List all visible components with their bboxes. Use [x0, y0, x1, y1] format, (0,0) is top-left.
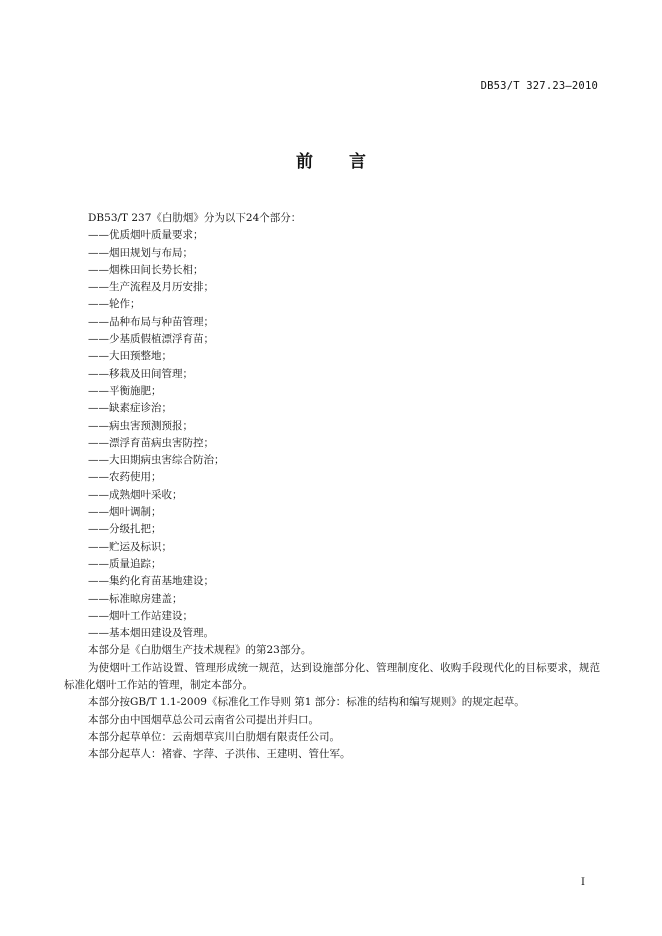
drafting-unit-paragraph: 本部分起草单位：云南烟草宾川白肋烟有限责任公司。 [88, 730, 340, 743]
list-item: ——生产流程及月历安排； [88, 281, 214, 294]
page-number: I [581, 877, 585, 888]
list-item: ——大田预整地； [88, 350, 172, 363]
list-item: ——缺素症诊治； [88, 402, 172, 415]
document-body [64, 210, 600, 764]
proposer-paragraph: 本部分由中国烟草总公司云南省公司提出并归口。 [88, 713, 319, 726]
list-item: ——烟田规划与布局； [88, 246, 193, 259]
list-item: ——大田期病虫害综合防治； [88, 454, 225, 467]
list-item: ——标准晾房建盖； [88, 592, 183, 605]
list-item: ——农药使用； [88, 471, 162, 484]
list-item: ——成熟烟叶采收； [88, 488, 183, 501]
document-code: DB53/T 327.23—2010 [480, 80, 598, 92]
list-item: ——平衡施肥； [88, 384, 162, 397]
list-item: ——基本烟田建设及管理。 [88, 627, 214, 640]
list-item: ——少基质假植漂浮育苗； [88, 333, 214, 346]
drafters-paragraph: 本部分起草人：褚睿、字萍、子洪伟、王建明、管仕军。 [88, 748, 351, 761]
part-number-paragraph: 本部分是《白肋烟生产技术规程》的第23部分。 [88, 644, 312, 657]
list-item: ——分级扎把； [88, 523, 162, 536]
list-item: ——贮运及标识； [88, 540, 172, 553]
list-item: ——烟叶工作站建设； [88, 609, 193, 622]
list-item: ——集约化育苗基地建设； [88, 575, 214, 588]
purpose-paragraph: 为使烟叶工作站设置、管理形成统一规范，达到设施部分化、管理制度化、收购手段现代化的目标要求，规范标准化烟叶工作站的管理，制定本部分。 [64, 661, 600, 692]
drafting-rules-paragraph: 本部分按GB/T 1.1-2009《标准化工作导则 第1 部分：标准的结构和编写规则》的规定起草。 [88, 696, 525, 709]
list-item: ——轮作； [88, 298, 141, 311]
list-item: ——优质烟叶质量要求； [88, 229, 204, 242]
list-item: ——漂浮育苗病虫害防控； [88, 436, 214, 449]
list-item: ——烟株田间长势长相； [88, 263, 204, 276]
parts-list [64, 227, 600, 642]
list-item: ——移栽及田间管理； [88, 367, 193, 380]
list-item: ——品种布局与种苗管理； [88, 315, 214, 328]
intro-paragraph: DB53/T 237《白肋烟》分为以下24个部分： [88, 212, 302, 224]
list-item: ——烟叶调制； [88, 506, 162, 519]
list-item: ——质量追踪； [88, 557, 162, 570]
page-title: 前言 [296, 152, 402, 172]
list-item: ——病虫害预测预报； [88, 419, 193, 432]
